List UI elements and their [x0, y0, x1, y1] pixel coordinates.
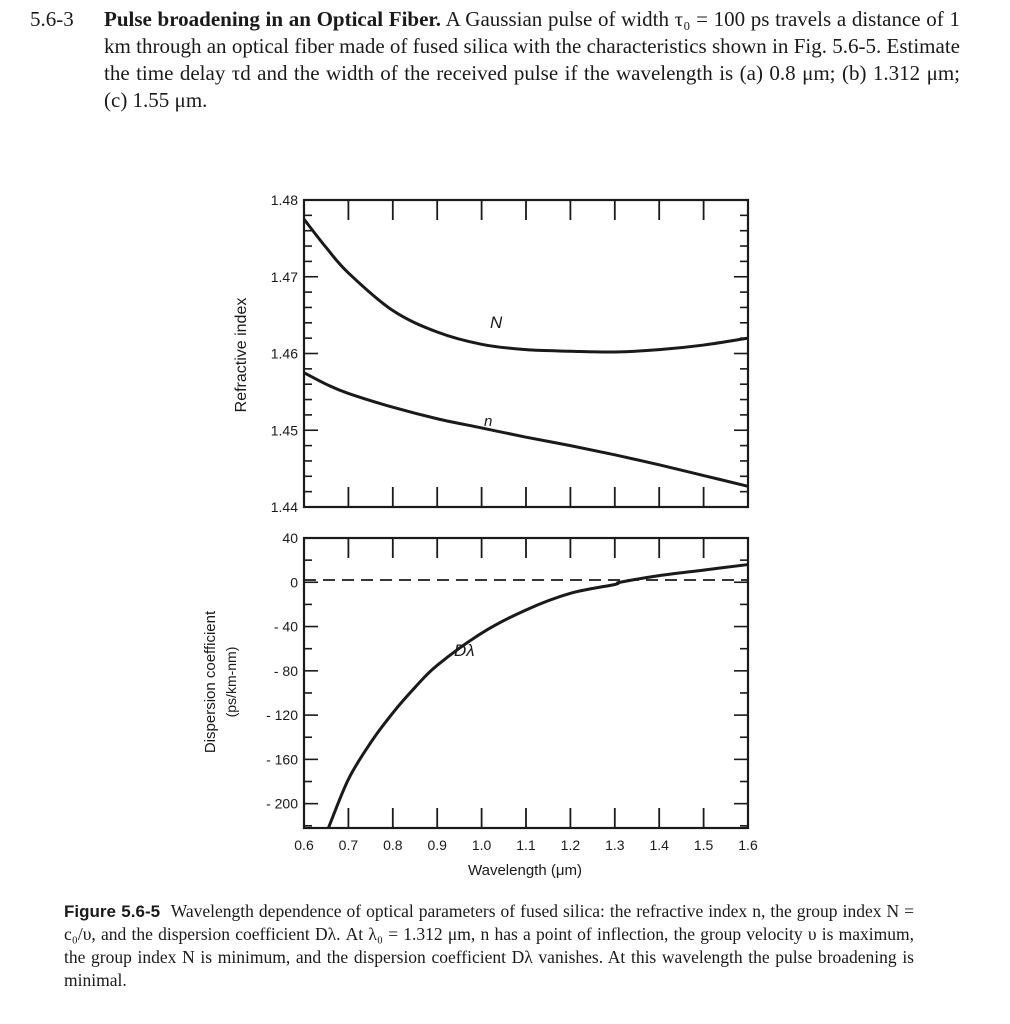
x-tick-label: 0.6 [294, 837, 314, 853]
refractive-index-plot [304, 200, 748, 507]
x-tick-label: 1.0 [471, 837, 492, 853]
bottom-y-axis-label-line2: (ps/km-nm) [223, 646, 239, 718]
x-tick-label: 1.4 [649, 837, 669, 853]
curve-label-D-lambda: Dλ [454, 641, 475, 660]
x-tick-label: 1.3 [605, 837, 625, 853]
figure-caption-text: Wavelength dependence of optical parameters of fused silica: the refractive index n, the group index N = c₀/υ, and the dispersion coefficient Dλ. At λ₀ = 1.312 μm, n has a point of inflection, the group velocity υ is maximum, the group index N is minimum, and the dispersion coefficient Dλ vanishes. At this wavelength the pulse broadening is minimal. [64, 901, 914, 990]
x-tick-label: 0.9 [427, 837, 447, 853]
dispersion-plot [304, 538, 748, 828]
y-tick-label: - 200 [266, 795, 298, 812]
problem-title: Pulse broadening in an Optical Fiber. [104, 7, 442, 31]
y-tick-label: 0 [290, 574, 298, 591]
x-axis-label: Wavelength (μm) [468, 862, 582, 879]
bottom-plot-frame [304, 538, 748, 828]
group-index-curve-N [304, 219, 748, 352]
top-y-axis-label: Refractive index [233, 297, 250, 413]
top-y-tick-labels [271, 192, 298, 515]
y-tick-label: 40 [282, 530, 298, 546]
y-tick-label: 1.47 [270, 268, 298, 285]
y-tick-label: - 40 [273, 618, 298, 635]
figure-label: Figure 5.6-5 [64, 902, 161, 921]
curve-label-N: N [490, 313, 503, 332]
x-tick-label: 1.1 [516, 837, 536, 853]
figure-caption [64, 900, 914, 992]
y-tick-label: 1.48 [270, 192, 298, 208]
y-tick-label: - 160 [266, 751, 298, 768]
x-tick-label: 1.2 [560, 837, 581, 853]
problem-number: 5.6-3 [30, 7, 74, 31]
top-plot-frame [304, 200, 748, 507]
curve-label-n: n [484, 413, 493, 430]
y-tick-label: 1.46 [270, 345, 298, 362]
refractive-index-curve-n [304, 373, 748, 487]
x-tick-label: 1.5 [693, 837, 714, 853]
y-tick-label: - 120 [266, 707, 298, 724]
bottom-y-tick-labels [266, 530, 298, 812]
dispersion-curve-D [328, 565, 748, 828]
y-tick-label: 1.45 [270, 422, 298, 439]
x-tick-labels [294, 837, 758, 853]
y-tick-label: - 80 [273, 662, 298, 679]
problem-text: A Gaussian pulse of width τ₀ = 100 ps travels a distance of 1 km through an optical fiber made of fused silica with the characteristics shown in Fig. 5.6-5. Estimate the time delay τd and the width of the received pulse if the wavelength is (a) 0.8 μm; (b) 1.312 μm; (c) 1.55 μm. [104, 7, 960, 112]
bottom-y-axis-label-line1: Dispersion coefficient [202, 610, 219, 754]
x-tick-label: 1.6 [738, 837, 758, 853]
x-tick-label: 0.7 [338, 837, 359, 853]
y-tick-label: 1.44 [270, 499, 298, 515]
x-tick-label: 0.8 [383, 837, 403, 853]
